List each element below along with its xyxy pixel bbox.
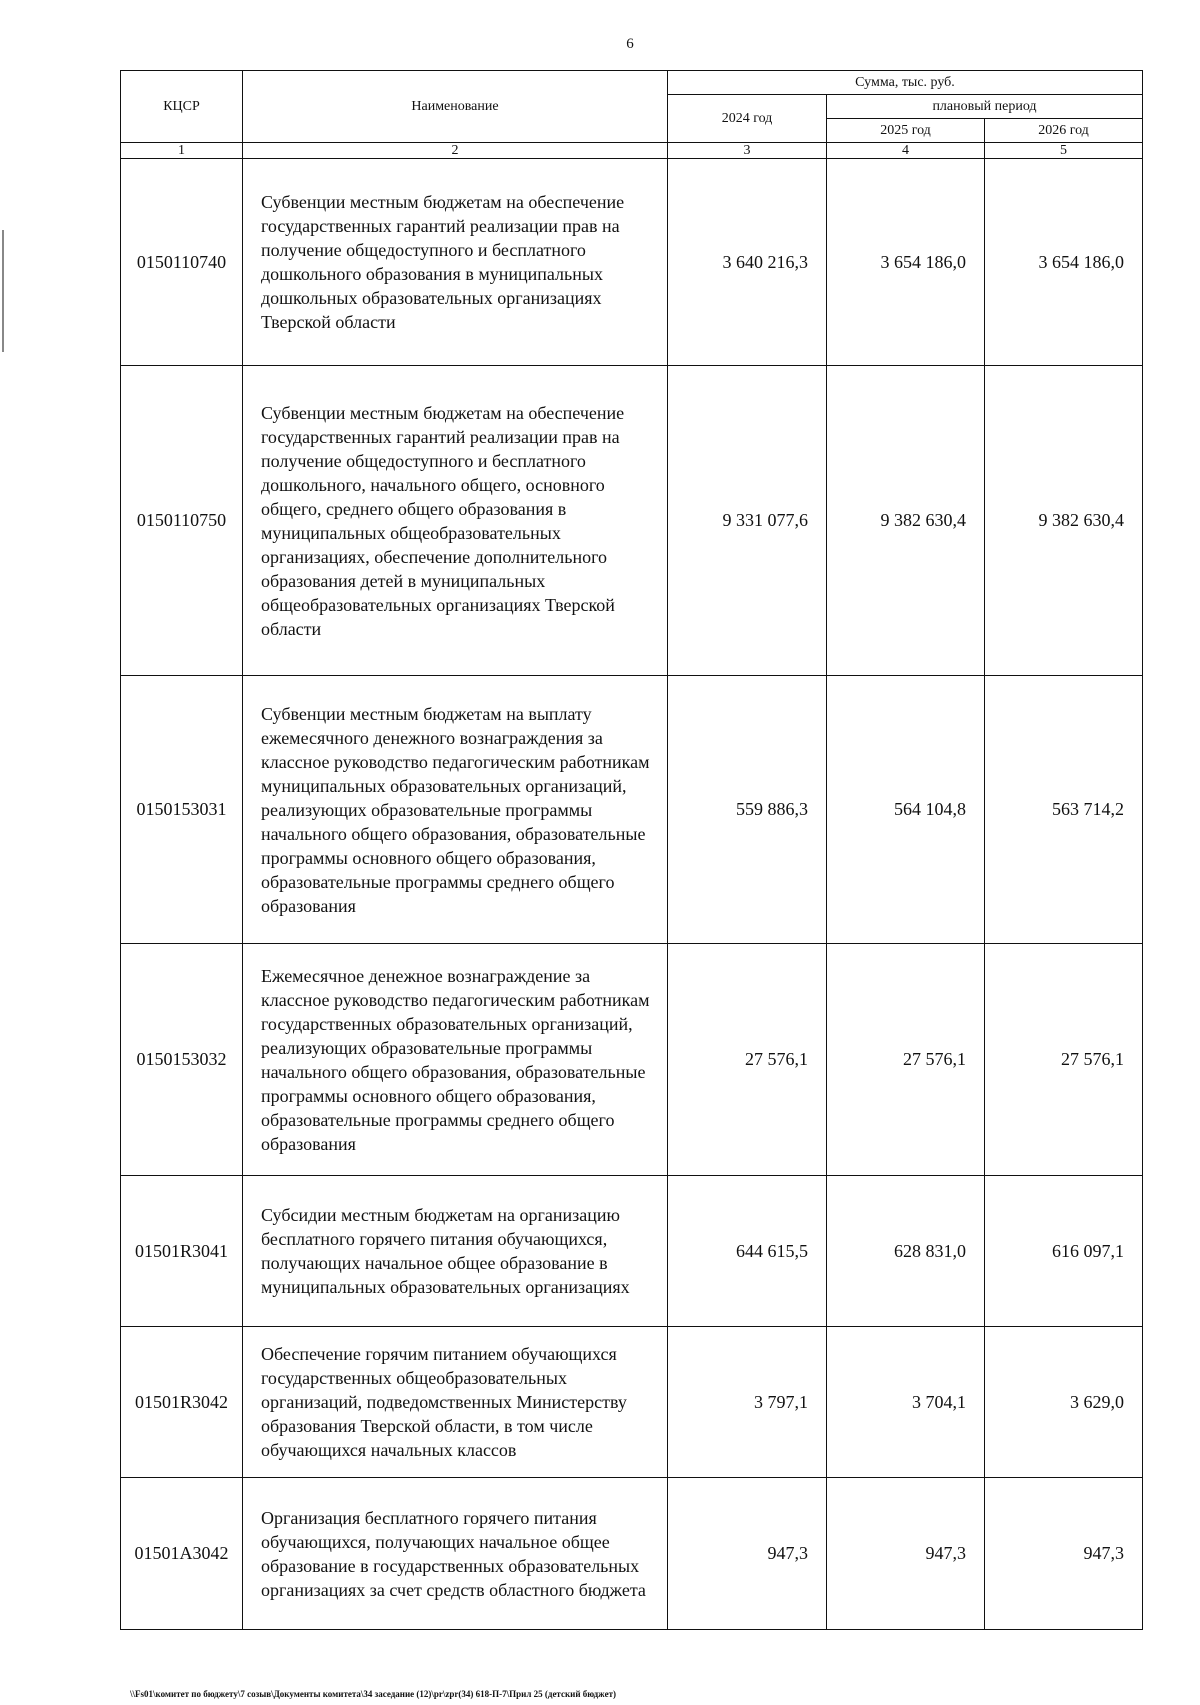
table-row xyxy=(121,1327,1143,1478)
row-amount-2026: 563 714,2 xyxy=(985,676,1143,944)
table-row xyxy=(121,1176,1143,1327)
row-amount-2025: 3 704,1 xyxy=(827,1327,985,1478)
table-row xyxy=(121,1478,1143,1630)
row-amount-2026: 947,3 xyxy=(985,1478,1143,1630)
header-year-2025: 2025 год xyxy=(827,119,985,143)
row-code: 01501R3042 xyxy=(121,1327,243,1478)
row-amount-2026: 27 576,1 xyxy=(985,944,1143,1176)
column-number: 1 xyxy=(121,143,243,159)
row-amount-2024: 9 331 077,6 xyxy=(668,366,827,676)
column-number: 4 xyxy=(827,143,985,159)
header-year-2024: 2024 год xyxy=(668,95,827,143)
row-amount-2024: 27 576,1 xyxy=(668,944,827,1176)
table-row xyxy=(121,159,1143,366)
row-code: 0150110750 xyxy=(121,366,243,676)
table-row xyxy=(121,676,1143,944)
row-amount-2026: 9 382 630,4 xyxy=(985,366,1143,676)
row-amount-2025: 9 382 630,4 xyxy=(827,366,985,676)
row-code: 0150153032 xyxy=(121,944,243,1176)
row-name: Субвенции местным бюджетам на выплату ежемесячного денежного вознаграждения за классное руководство педагогическим работникам муниципальных образовательных организаций, реализующих образовательные программы начального общего образования, образовательные программы основного общего образования, образовательные программы среднего общего образования xyxy=(243,676,668,944)
scan-margin-mark xyxy=(2,230,4,352)
row-amount-2025: 564 104,8 xyxy=(827,676,985,944)
row-name: Ежемесячное денежное вознаграждение за классное руководство педагогическим работникам государственных образовательных организаций, реализующих образовательные программы начального общего образования, образовательные программы основного общего образования, образовательные программы среднего общего образования xyxy=(243,944,668,1176)
row-amount-2026: 3 654 186,0 xyxy=(985,159,1143,366)
row-amount-2024: 3 797,1 xyxy=(668,1327,827,1478)
row-amount-2024: 947,3 xyxy=(668,1478,827,1630)
row-amount-2025: 947,3 xyxy=(827,1478,985,1630)
row-code: 0150110740 xyxy=(121,159,243,366)
budget-table xyxy=(120,70,1143,1630)
row-amount-2025: 628 831,0 xyxy=(827,1176,985,1327)
header-planning-period: плановый период xyxy=(827,95,1143,119)
header-code: КЦСР xyxy=(121,71,243,143)
row-code: 0150153031 xyxy=(121,676,243,944)
header-name: Наименование xyxy=(243,71,668,143)
row-name: Субсидии местным бюджетам на организацию бесплатного горячего питания обучающихся, получающих начальное общее образование в муниципальных образовательных организациях xyxy=(243,1176,668,1327)
row-code: 01501A3042 xyxy=(121,1478,243,1630)
row-name: Обеспечение горячим питанием обучающихся государственных общеобразовательных организаций, подведомственных Министерству образования Тверской области, в том числе обучающихся начальных классов xyxy=(243,1327,668,1478)
row-amount-2024: 559 886,3 xyxy=(668,676,827,944)
row-amount-2025: 3 654 186,0 xyxy=(827,159,985,366)
row-amount-2026: 3 629,0 xyxy=(985,1327,1143,1478)
footer-file-path: \\Fs01\комитет по бюджету\7 созыв\Документы комитета\34 заседание (12)\pr\zpr(34) 618-П-7\Прил 25 (детский бюджет) xyxy=(130,1689,616,1699)
row-amount-2024: 644 615,5 xyxy=(668,1176,827,1327)
row-name: Субвенции местным бюджетам на обеспечение государственных гарантий реализации прав на получение общедоступного и бесплатного дошкольного, начального общего, основного общего, среднего общего образования в муниципальных общеобразовательных организациях, обеспечение дополнительного образования детей в муниципальных общеобразовательных организациях Тверской области xyxy=(243,366,668,676)
table-row xyxy=(121,366,1143,676)
row-name: Субвенции местным бюджетам на обеспечение государственных гарантий реализации прав на получение общедоступного и бесплатного дошкольного образования в муниципальных дошкольных образовательных организациях Тверской области xyxy=(243,159,668,366)
row-amount-2025: 27 576,1 xyxy=(827,944,985,1176)
row-amount-2026: 616 097,1 xyxy=(985,1176,1143,1327)
row-amount-2024: 3 640 216,3 xyxy=(668,159,827,366)
header-amount: Сумма, тыс. руб. xyxy=(668,71,1143,95)
row-code: 01501R3041 xyxy=(121,1176,243,1327)
header-year-2026: 2026 год xyxy=(985,119,1143,143)
column-number: 3 xyxy=(668,143,827,159)
table-row xyxy=(121,944,1143,1176)
row-name: Организация бесплатного горячего питания обучающихся, получающих начальное общее образование в государственных образовательных организациях за счет средств областного бюджета xyxy=(243,1478,668,1630)
column-number: 2 xyxy=(243,143,668,159)
page-number: 6 xyxy=(626,36,634,52)
column-number: 5 xyxy=(985,143,1143,159)
